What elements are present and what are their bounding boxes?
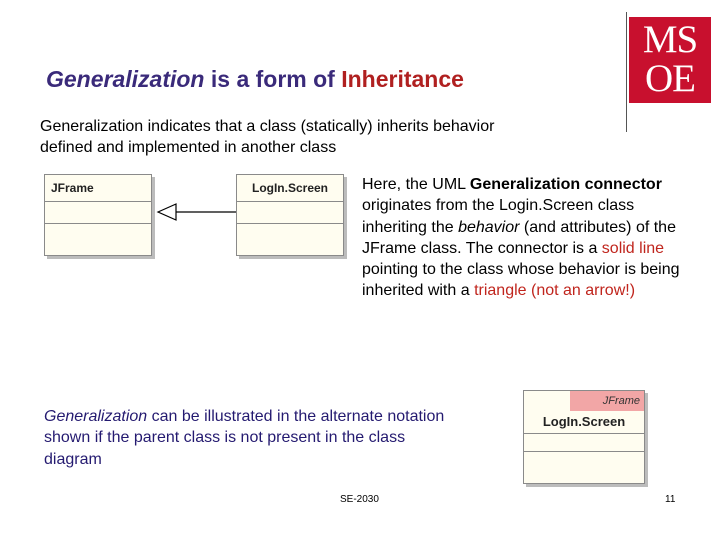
slide-title xyxy=(46,66,464,93)
intro-text xyxy=(40,116,600,158)
desc-part: (and attributes) of the JFrame class. The connector is a xyxy=(362,218,676,257)
desc-triangle-note: triangle (not an arrow!) xyxy=(474,282,636,300)
alternate-notation-text xyxy=(44,406,464,470)
uml-class-jframe-name: JFrame xyxy=(45,175,151,202)
triangle-head-icon xyxy=(158,204,176,220)
desc-part: pointing to the class whose behavior is being inherited with a xyxy=(362,261,680,300)
msoe-logo xyxy=(629,17,711,103)
logo-line-2: OE xyxy=(645,57,695,100)
alt-parent-tag: JFrame xyxy=(570,391,644,411)
title-middle: is a form of xyxy=(204,66,342,92)
desc-connector-term: Generalization connector xyxy=(469,176,662,193)
desc-part: originates from the Login.Screen class inheriting the xyxy=(362,197,635,236)
alt-part: can be illustrated in the alternate notation shown if the parent class is not present in the class diagram xyxy=(44,408,445,468)
desc-part: Here, the UML xyxy=(362,176,470,193)
alt-class-name: LogIn.Screen xyxy=(524,411,644,434)
desc-behavior-term: behavior xyxy=(458,218,520,236)
description-text xyxy=(362,174,692,302)
title-generalization: Generalization xyxy=(46,66,205,92)
uml-class-alt-loginscreen xyxy=(523,390,645,484)
footer-course: SE-2030 xyxy=(340,494,379,505)
title-inheritance: Inheritance xyxy=(341,66,464,92)
logo-line-1: MS xyxy=(642,18,698,61)
header-divider xyxy=(626,12,627,132)
uml-class-loginscreen-name: LogIn.Screen xyxy=(237,175,343,202)
generalization-connector xyxy=(40,168,370,268)
intro-line-2: defined and implemented in another class xyxy=(40,139,337,156)
footer-page-number: 11 xyxy=(665,494,676,505)
desc-solid-line: solid line xyxy=(601,239,665,257)
uml-diagram xyxy=(40,168,370,268)
alt-generalization-term: Generalization xyxy=(44,408,148,425)
intro-line-1: Generalization indicates that a class (statically) inherits behavior xyxy=(40,118,495,135)
alt-class-divider xyxy=(524,451,644,452)
